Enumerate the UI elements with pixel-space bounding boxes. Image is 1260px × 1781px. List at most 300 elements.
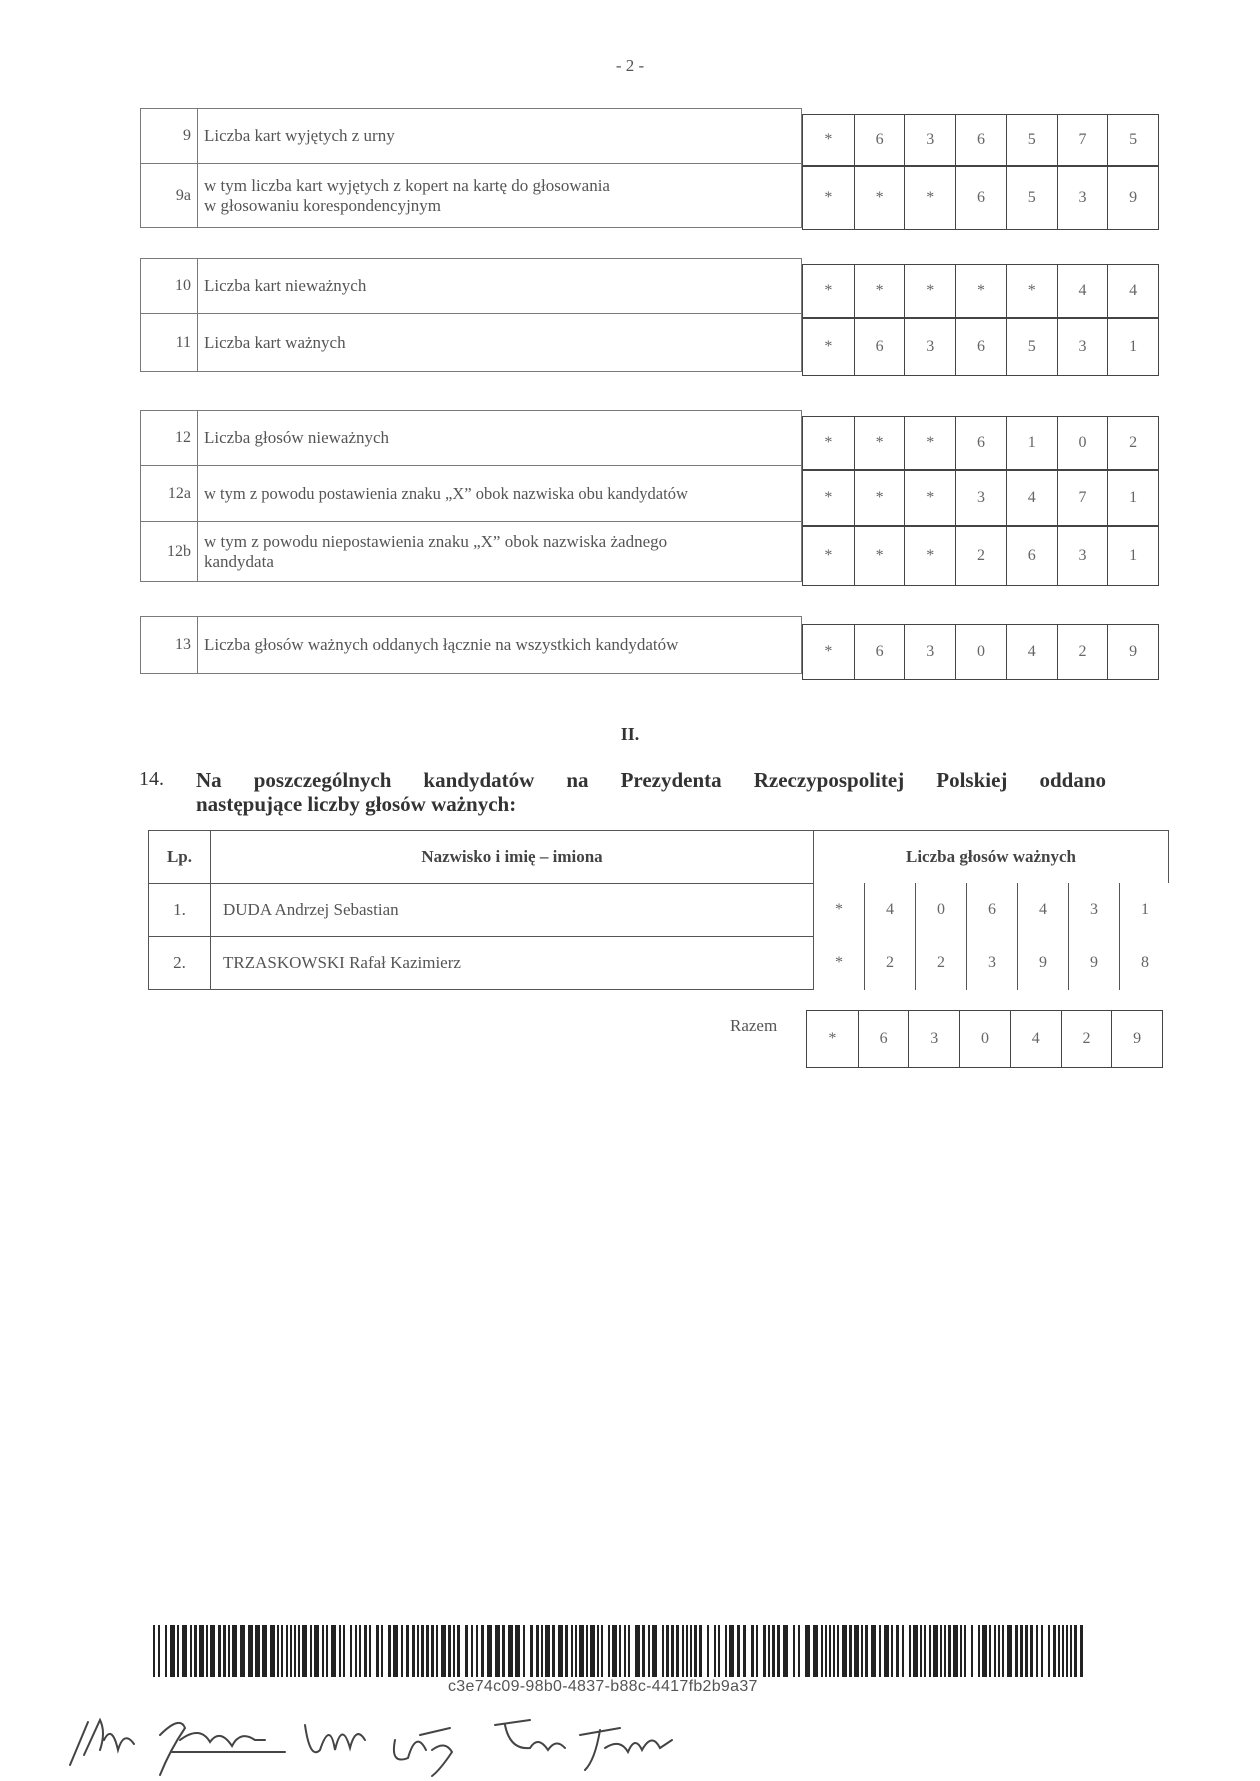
header-lp: Lp.: [149, 831, 211, 884]
digit-cell: 1: [1107, 471, 1158, 525]
barcode-bar: [662, 1625, 664, 1677]
candidate-lp: 2.: [149, 937, 211, 990]
barcode-bar: [465, 1625, 468, 1677]
barcode-bar: [1048, 1625, 1050, 1677]
digit-cell: 9: [1107, 625, 1158, 679]
barcode-bar: [699, 1625, 702, 1677]
barcode-bar: [837, 1625, 839, 1677]
row-label: Liczba kart wyjętych z urny: [204, 126, 395, 145]
barcode-bar: [842, 1625, 847, 1677]
barcode-bar: [879, 1625, 881, 1677]
digit-cell: 7: [1057, 115, 1108, 165]
barcode-bar: [302, 1625, 307, 1677]
barcode-bar: [579, 1625, 584, 1677]
barcode-bar: [763, 1625, 766, 1677]
digit-cell: 4: [1017, 883, 1068, 937]
barcode-bar: [298, 1625, 300, 1677]
question-number: 14.: [139, 768, 164, 790]
barcode-bar: [597, 1625, 599, 1677]
digit-cell: 0: [959, 1011, 1010, 1067]
row-label: w tym z powodu postawienia znaku „X” obok nazwiska obu kandydatów: [204, 483, 688, 503]
digit-cell: 5: [1006, 167, 1057, 229]
digit-cell: 2: [955, 527, 1006, 585]
barcode-bar: [515, 1625, 520, 1677]
page-number: - 2 -: [615, 56, 645, 75]
barcode-bar: [982, 1625, 987, 1677]
barcode-bar: [953, 1625, 958, 1677]
row-number: 13: [141, 617, 198, 673]
row-label-line: w tym liczba kart wyjętych z kopert na kartę do głosowania: [204, 175, 610, 195]
barcode-bar: [294, 1625, 296, 1677]
barcode-bar: [248, 1625, 253, 1677]
digit-cell: 1: [1119, 883, 1170, 937]
barcode-bar: [998, 1625, 1000, 1677]
barcode-bar: [652, 1625, 657, 1677]
barcode-bar: [913, 1625, 918, 1677]
digit-cell: 4: [1006, 625, 1057, 679]
barcode-bar: [1030, 1625, 1033, 1677]
barcode-bar: [601, 1625, 603, 1677]
barcode-bar: [495, 1625, 500, 1677]
barcode-bar: [1053, 1625, 1056, 1677]
candidate-name: TRZASKOWSKI Rafał Kazimierz: [211, 937, 814, 990]
barcode-bar: [426, 1625, 429, 1677]
row-label: Liczba kart nieważnych: [204, 276, 367, 295]
barcode-bar: [1066, 1625, 1068, 1677]
digit-cell: 3: [955, 471, 1006, 525]
barcode-bar: [1062, 1625, 1064, 1677]
digit-cell: 4: [1107, 265, 1158, 317]
barcode-bar: [255, 1625, 260, 1677]
barcode-bar: [590, 1625, 595, 1677]
barcode-bar: [558, 1625, 563, 1677]
barcode-bar: [751, 1625, 754, 1677]
total-digit-grid: [806, 1010, 1163, 1068]
digit-cell: 3: [1057, 167, 1108, 229]
row-9a: [140, 164, 802, 228]
row-12a: [140, 466, 802, 522]
barcode-bar: [1007, 1625, 1012, 1677]
barcode-bar: [813, 1625, 818, 1677]
barcode-bar: [772, 1625, 775, 1677]
digit-cell: 1: [1006, 417, 1057, 469]
barcode-bar: [232, 1625, 237, 1677]
barcode-bar: [694, 1625, 697, 1677]
barcode-bar: [431, 1625, 434, 1677]
question-text: [196, 768, 1106, 816]
barcode-bar: [376, 1625, 379, 1677]
digit-cell: *: [824, 189, 833, 206]
barcode-bar: [666, 1625, 669, 1677]
digit-cell: 3: [908, 1011, 959, 1067]
barcode-bar: [199, 1625, 204, 1677]
barcode-bar: [277, 1625, 279, 1677]
barcode-bar: [536, 1625, 539, 1677]
barcode-bar: [743, 1625, 746, 1677]
table-header-row: [149, 831, 1169, 884]
barcode-bar: [902, 1625, 904, 1677]
barcode-bar: [326, 1625, 328, 1677]
barcode-bar: [1041, 1625, 1043, 1677]
barcode-bar: [388, 1625, 391, 1677]
barcode-bar: [940, 1625, 942, 1677]
barcode-bar: [165, 1625, 167, 1677]
barcode-bar: [1080, 1625, 1083, 1677]
barcode-bar: [441, 1625, 446, 1677]
row-label: Liczba kart ważnych: [204, 332, 346, 352]
barcode-bar: [401, 1625, 403, 1677]
candidates-table: [148, 830, 1169, 990]
row-number: 12b: [141, 522, 198, 581]
candidate-lp: 1.: [149, 884, 211, 937]
digit-cell: 1: [1107, 527, 1158, 585]
row-12b: [140, 522, 802, 582]
digit-cell: 5: [1006, 115, 1057, 165]
barcode-bar: [369, 1625, 371, 1677]
digit-grid-9: [802, 114, 1159, 166]
barcode-bar: [331, 1625, 336, 1677]
barcode-bar: [854, 1625, 859, 1677]
table-row: [149, 937, 1169, 990]
barcode-bar: [944, 1625, 946, 1677]
row-13: [140, 616, 802, 674]
barcode-bar: [798, 1625, 800, 1677]
digit-cell: 4: [1057, 265, 1108, 317]
digit-cell: *: [813, 883, 864, 937]
digit-cell: 2: [1061, 1011, 1112, 1067]
barcode-bar: [310, 1625, 312, 1677]
digit-grid-12: [802, 416, 1159, 470]
digit-grid-13: [802, 624, 1159, 680]
barcode-bar: [933, 1625, 938, 1677]
barcode-bar: [737, 1625, 740, 1677]
barcode: [153, 1625, 1083, 1677]
barcode-bar: [457, 1625, 460, 1677]
digit-cell: *: [824, 338, 833, 355]
row-label: Liczba głosów ważnych oddanych łącznie na wszystkich kandydatów: [204, 635, 679, 654]
digit-grid-10: [802, 264, 1159, 318]
barcode-bar: [571, 1625, 573, 1677]
barcode-bar: [805, 1625, 810, 1677]
row-9: [140, 108, 802, 164]
digit-cell: 5: [1107, 115, 1158, 165]
digit-cell: 2: [915, 936, 966, 990]
barcode-bar: [783, 1625, 788, 1677]
row-number: 11: [141, 314, 198, 371]
barcode-bar: [948, 1625, 951, 1677]
digit-cell: 7: [1057, 471, 1108, 525]
row-number: 9a: [141, 164, 198, 227]
digit-cell: 3: [904, 625, 955, 679]
digit-cell: *: [904, 471, 955, 525]
barcode-bar: [829, 1625, 831, 1677]
digit-cell: 8: [1119, 936, 1170, 990]
barcode-bar: [262, 1625, 267, 1677]
barcode-bar: [502, 1625, 505, 1677]
digit-cell: 6: [955, 115, 1006, 165]
barcode-bar: [1015, 1625, 1018, 1677]
barcode-bar: [833, 1625, 835, 1677]
barcode-bar: [1025, 1625, 1028, 1677]
barcode-bar: [768, 1625, 770, 1677]
digit-cell: *: [854, 265, 905, 317]
barcode-bar: [1058, 1625, 1060, 1677]
digit-cell: *: [854, 471, 905, 525]
barcode-bar: [436, 1625, 438, 1677]
barcode-bar: [707, 1625, 709, 1677]
barcode-bar: [412, 1625, 415, 1677]
digit-cell: 4: [1006, 471, 1057, 525]
section-title: II.: [620, 724, 640, 744]
barcode-bar: [1020, 1625, 1023, 1677]
digit-cell: *: [854, 527, 905, 585]
digit-cell: 3: [1068, 883, 1119, 937]
barcode-bar: [964, 1625, 966, 1677]
digit-cell: 2: [1057, 625, 1108, 679]
barcode-bar: [417, 1625, 419, 1677]
barcode-bar: [971, 1625, 973, 1677]
header-votes: Liczba głosów ważnych: [814, 831, 1169, 884]
digit-cell: 6: [1006, 527, 1057, 585]
digit-grid-11: [802, 318, 1159, 376]
question-line: Na poszczególnych kandydatów na Prezydenta Rzeczypospolitej Polskiej oddano: [196, 768, 1106, 792]
barcode-bar: [648, 1625, 650, 1677]
barcode-bar: [1070, 1625, 1072, 1677]
barcode-bar: [849, 1625, 852, 1677]
barcode-bar: [821, 1625, 823, 1677]
barcode-bar: [240, 1625, 245, 1677]
barcode-bar: [448, 1625, 451, 1677]
digit-cell: *: [904, 265, 955, 317]
barcode-bar: [190, 1625, 192, 1677]
barcode-bar: [1002, 1625, 1004, 1677]
digit-cell: *: [824, 489, 833, 506]
header-name: Nazwisko i imię – imiona: [211, 831, 814, 884]
barcode-bar: [884, 1625, 889, 1677]
barcode-bar: [896, 1625, 899, 1677]
barcode-bar: [471, 1625, 473, 1677]
digit-cell: *: [904, 527, 955, 585]
digit-cell: 9: [1017, 936, 1068, 990]
digit-cell: 6: [854, 625, 905, 679]
barcode-bar: [865, 1625, 868, 1677]
barcode-bar: [421, 1625, 424, 1677]
barcode-text: c3e74c09-98b0-4837-b88c-4417fb2b9a37: [448, 1678, 758, 1695]
row-label-line: w głosowaniu korespondencyjnym: [204, 195, 442, 215]
barcode-bar: [223, 1625, 226, 1677]
digit-grid: [813, 936, 1170, 990]
barcode-bar: [481, 1625, 484, 1677]
digit-cell: *: [854, 417, 905, 469]
barcode-bar: [453, 1625, 455, 1677]
barcode-bar: [487, 1625, 492, 1677]
digit-cell: 0: [915, 883, 966, 937]
barcode-bar: [619, 1625, 621, 1677]
barcode-bar: [994, 1625, 996, 1677]
digit-cell: *: [904, 167, 955, 229]
barcode-bar: [825, 1625, 827, 1677]
barcode-bar: [891, 1625, 893, 1677]
barcode-bar: [575, 1625, 577, 1677]
question-line: następujące liczby głosów ważnych:: [196, 792, 517, 816]
barcode-bar: [552, 1625, 555, 1677]
barcode-bar: [1036, 1625, 1038, 1677]
digit-grid-9a: [802, 166, 1159, 230]
row-12: [140, 410, 802, 466]
barcode-bar: [541, 1625, 543, 1677]
digit-cell: 6: [955, 319, 1006, 375]
digit-cell: 3: [1057, 319, 1108, 375]
barcode-bar: [381, 1625, 383, 1677]
row-label-line: kandydata: [204, 551, 274, 571]
digit-cell: *: [824, 643, 833, 660]
barcode-bar: [924, 1625, 926, 1677]
barcode-bar: [978, 1625, 980, 1677]
barcode-bar: [210, 1625, 215, 1677]
barcode-bar: [393, 1625, 398, 1677]
row-number: 10: [141, 259, 198, 313]
digit-cell: 9: [1107, 167, 1158, 229]
candidate-name: DUDA Andrzej Sebastian: [211, 884, 814, 937]
barcode-bar: [989, 1625, 991, 1677]
barcode-bar: [676, 1625, 679, 1677]
barcode-bar: [608, 1625, 610, 1677]
barcode-bar: [508, 1625, 513, 1677]
barcode-bar: [290, 1625, 292, 1677]
candidate-votes: [814, 937, 1169, 990]
barcode-bar: [714, 1625, 716, 1677]
digit-cell: 6: [854, 115, 905, 165]
digit-cell: *: [813, 936, 864, 990]
digit-cell: 1: [1107, 319, 1158, 375]
barcode-bar: [158, 1625, 160, 1677]
digit-cell: 6: [955, 167, 1006, 229]
digit-cell: 0: [1057, 417, 1108, 469]
barcode-bar: [861, 1625, 863, 1677]
digit-cell: *: [824, 547, 833, 564]
digit-cell: *: [824, 131, 833, 148]
barcode-bar: [177, 1625, 179, 1677]
barcode-bar: [793, 1625, 795, 1677]
barcode-bar: [359, 1625, 361, 1677]
barcode-bar: [206, 1625, 208, 1677]
barcode-bar: [170, 1625, 175, 1677]
row-number: 9: [141, 109, 198, 163]
digit-cell: *: [854, 167, 905, 229]
barcode-bar: [194, 1625, 197, 1677]
barcode-bar: [682, 1625, 684, 1677]
digit-cell: 3: [966, 936, 1017, 990]
barcode-bar: [530, 1625, 533, 1677]
digit-cell: 3: [904, 115, 955, 165]
barcode-bar: [228, 1625, 230, 1677]
barcode-bar: [628, 1625, 630, 1677]
digit-cell: *: [904, 417, 955, 469]
barcode-bar: [406, 1625, 409, 1677]
digit-cell: 3: [1057, 527, 1108, 585]
barcode-bar: [523, 1625, 525, 1677]
total-label: Razem: [730, 1016, 778, 1035]
digit-cell: 6: [858, 1011, 909, 1067]
row-label-line: w tym z powodu niepostawienia znaku „X” obok nazwiska żadnego: [204, 531, 668, 551]
barcode-bar: [586, 1625, 588, 1677]
row-label: Liczba głosów nieważnych: [204, 428, 390, 447]
barcode-bar: [565, 1625, 568, 1677]
barcode-bar: [153, 1625, 155, 1677]
barcode-bar: [343, 1625, 345, 1677]
barcode-bar: [642, 1625, 645, 1677]
digit-cell: 0: [955, 625, 1006, 679]
barcode-bar: [286, 1625, 288, 1677]
barcode-bar: [270, 1625, 275, 1677]
digit-cell: *: [824, 434, 833, 451]
row-number: 12: [141, 411, 198, 465]
barcode-bar: [960, 1625, 962, 1677]
barcode-bar: [635, 1625, 640, 1677]
digit-cell: 5: [1006, 319, 1057, 375]
digit-cell: 9: [1111, 1011, 1162, 1067]
digit-cell: 6: [966, 883, 1017, 937]
barcode-bar: [871, 1625, 876, 1677]
barcode-bar: [624, 1625, 626, 1677]
digit-cell: 4: [864, 883, 915, 937]
row-number: 12a: [141, 466, 198, 521]
digit-cell: *: [1006, 265, 1057, 317]
barcode-bar: [1074, 1625, 1077, 1677]
barcode-bar: [729, 1625, 734, 1677]
digit-cell: 6: [955, 417, 1006, 469]
barcode-bar: [545, 1625, 550, 1677]
barcode-bar: [756, 1625, 758, 1677]
barcode-bar: [364, 1625, 367, 1677]
barcode-bar: [314, 1625, 319, 1677]
barcode-bar: [350, 1625, 352, 1677]
digit-cell: 9: [1068, 936, 1119, 990]
barcode-bar: [929, 1625, 931, 1677]
barcode-bar: [476, 1625, 478, 1677]
digit-cell: *: [824, 282, 833, 299]
barcode-bar: [218, 1625, 221, 1677]
barcode-bar: [339, 1625, 341, 1677]
digit-cell: 2: [864, 936, 915, 990]
barcode-bar: [777, 1625, 780, 1677]
digit-cell: 4: [1010, 1011, 1061, 1067]
table-row: [149, 884, 1169, 937]
digit-grid-12a: [802, 470, 1159, 526]
barcode-bar: [920, 1625, 922, 1677]
row-11: [140, 314, 802, 372]
signatures: [60, 1680, 780, 1780]
candidate-votes: [814, 884, 1169, 937]
barcode-bar: [612, 1625, 617, 1677]
barcode-bar: [686, 1625, 688, 1677]
digit-grid: [813, 883, 1170, 937]
digit-grid-12b: [802, 526, 1159, 586]
digit-cell: 3: [904, 319, 955, 375]
barcode-bar: [355, 1625, 357, 1677]
barcode-bar: [718, 1625, 720, 1677]
digit-cell: *: [828, 1030, 837, 1047]
row-10: [140, 258, 802, 314]
digit-cell: 6: [854, 319, 905, 375]
barcode-bar: [690, 1625, 692, 1677]
barcode-bar: [322, 1625, 324, 1677]
digit-cell: *: [955, 265, 1006, 317]
barcode-bar: [182, 1625, 187, 1677]
digit-cell: 2: [1107, 417, 1158, 469]
barcode-bar: [725, 1625, 727, 1677]
barcode-bar: [281, 1625, 283, 1677]
